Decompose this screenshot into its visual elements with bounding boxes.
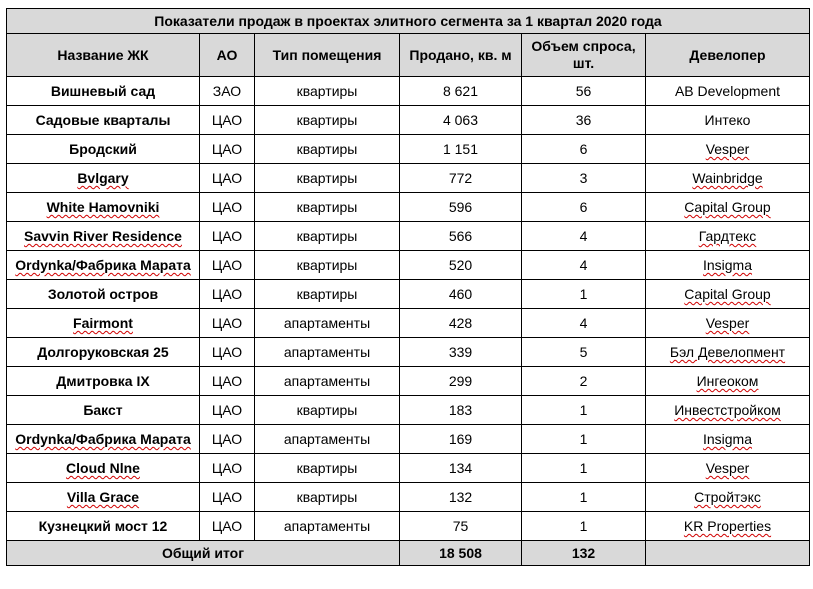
table-row [7, 77, 810, 106]
cell-demand-volume [522, 193, 646, 222]
cell-developer [646, 309, 810, 338]
cell-project-name-text: Ordynka/Фабрика Марата [15, 431, 191, 447]
cell-project-name-text: Садовые кварталы [35, 112, 171, 128]
cell-project-name [7, 367, 200, 396]
cell-premises-type [255, 425, 400, 454]
cell-district [200, 367, 255, 396]
cell-sold-area-text: 566 [448, 228, 473, 244]
cell-demand-volume [522, 309, 646, 338]
header-sold-area: Продано, кв. м [400, 34, 522, 77]
cell-developer-text: Wainbridge [692, 170, 763, 186]
cell-premises-type [255, 512, 400, 541]
cell-demand-volume [522, 512, 646, 541]
cell-sold-area [400, 454, 522, 483]
cell-demand-volume-text: 1 [579, 489, 588, 505]
cell-project-name [7, 106, 200, 135]
cell-premises-type-text: квартиры [296, 402, 358, 418]
cell-sold-area [400, 251, 522, 280]
table-row [7, 483, 810, 512]
cell-sold-area-text: 1 151 [442, 141, 479, 157]
total-row [7, 541, 810, 566]
cell-developer-text: Vesper [705, 141, 750, 157]
table-row [7, 135, 810, 164]
cell-district-text: ЦАО [211, 518, 243, 534]
cell-developer [646, 135, 810, 164]
cell-premises-type [255, 222, 400, 251]
table-row [7, 454, 810, 483]
table-body [7, 77, 810, 541]
cell-project-name [7, 251, 200, 280]
cell-developer [646, 483, 810, 512]
cell-demand-volume-text: 1 [579, 286, 588, 302]
cell-demand-volume-text: 2 [579, 373, 588, 389]
cell-district-text: ЗАО [212, 83, 242, 99]
cell-developer [646, 454, 810, 483]
cell-district [200, 222, 255, 251]
cell-project-name [7, 425, 200, 454]
total-sold: 18 508 [400, 541, 522, 566]
cell-premises-type [255, 280, 400, 309]
cell-premises-type [255, 483, 400, 512]
cell-district-text: ЦАО [211, 431, 243, 447]
header-demand-volume: Объем спроса, шт. [522, 34, 646, 77]
cell-premises-type [255, 309, 400, 338]
cell-sold-area-text: 132 [448, 489, 473, 505]
cell-premises-type-text: апартаменты [283, 431, 371, 447]
table-title-row [7, 9, 810, 34]
cell-sold-area-text: 428 [448, 315, 473, 331]
cell-demand-volume [522, 338, 646, 367]
cell-premises-type [255, 454, 400, 483]
cell-premises-type-text: квартиры [296, 199, 358, 215]
cell-premises-type-text: квартиры [296, 112, 358, 128]
header-premises-type: Тип помещения [255, 34, 400, 77]
cell-developer [646, 367, 810, 396]
cell-premises-type [255, 164, 400, 193]
cell-sold-area [400, 280, 522, 309]
cell-developer-text: Capital Group [684, 199, 771, 215]
cell-project-name-text: Вишневый сад [50, 83, 156, 99]
cell-developer-text: Гардтекс [698, 228, 757, 244]
cell-project-name-text: White Hamovniki [46, 199, 160, 215]
cell-sold-area [400, 77, 522, 106]
cell-demand-volume-text: 4 [579, 315, 588, 331]
cell-developer-text: AB Development [674, 83, 781, 99]
cell-developer-text: Инвестстройком [674, 402, 781, 418]
cell-sold-area [400, 483, 522, 512]
cell-project-name-text: Золотой остров [47, 286, 159, 302]
cell-project-name-text: Кузнецкий мост 12 [38, 518, 168, 534]
cell-demand-volume [522, 454, 646, 483]
cell-developer-text: Insigma [702, 257, 753, 273]
cell-district [200, 280, 255, 309]
cell-district-text: ЦАО [211, 315, 243, 331]
cell-district [200, 193, 255, 222]
cell-demand-volume-text: 5 [579, 344, 588, 360]
total-demand: 132 [522, 541, 646, 566]
cell-premises-type-text: квартиры [296, 257, 358, 273]
cell-district [200, 483, 255, 512]
cell-project-name-text: Бакст [83, 402, 123, 418]
cell-developer-text: Интеко [704, 112, 751, 128]
cell-sold-area-text: 183 [448, 402, 473, 418]
cell-sold-area [400, 425, 522, 454]
cell-premises-type [255, 135, 400, 164]
cell-project-name [7, 193, 200, 222]
sales-table [6, 8, 810, 566]
cell-project-name-text: Cloud Nlne [66, 460, 140, 476]
table-row [7, 106, 810, 135]
table-row [7, 193, 810, 222]
table-row [7, 512, 810, 541]
cell-project-name-text: Villa Grace [66, 489, 140, 505]
cell-sold-area-text: 4 063 [442, 112, 479, 128]
cell-premises-type-text: квартиры [296, 170, 358, 186]
cell-district-text: ЦАО [211, 199, 243, 215]
cell-project-name-text: Fairmont [73, 315, 133, 331]
cell-sold-area-text: 520 [448, 257, 473, 273]
cell-district [200, 135, 255, 164]
cell-demand-volume [522, 280, 646, 309]
cell-demand-volume [522, 222, 646, 251]
cell-district [200, 106, 255, 135]
cell-developer-text: Бэл Девелопмент [669, 344, 786, 360]
table-row [7, 164, 810, 193]
cell-project-name [7, 135, 200, 164]
cell-developer-text: KR Properties [683, 518, 772, 534]
cell-developer [646, 77, 810, 106]
cell-project-name-text: Ordynka/Фабрика Марата [15, 257, 191, 273]
cell-demand-volume-text: 1 [579, 518, 588, 534]
cell-project-name [7, 164, 200, 193]
table-row [7, 251, 810, 280]
cell-premises-type-text: квартиры [296, 460, 358, 476]
cell-demand-volume-text: 1 [579, 431, 588, 447]
total-empty-cell [646, 541, 810, 566]
header-developer: Девелопер [646, 34, 810, 77]
cell-project-name [7, 222, 200, 251]
cell-sold-area [400, 164, 522, 193]
cell-premises-type-text: квартиры [296, 489, 358, 505]
cell-district [200, 309, 255, 338]
cell-premises-type [255, 77, 400, 106]
cell-project-name-text: Savvin River Residence [24, 228, 182, 244]
cell-district-text: ЦАО [211, 489, 243, 505]
cell-demand-volume [522, 251, 646, 280]
cell-sold-area-text: 596 [448, 199, 473, 215]
cell-district [200, 512, 255, 541]
cell-project-name-text: Бродский [69, 141, 137, 157]
cell-developer [646, 106, 810, 135]
cell-district-text: ЦАО [211, 257, 243, 273]
cell-project-name-text: Дмитровка IX [56, 373, 150, 389]
cell-developer [646, 338, 810, 367]
cell-sold-area [400, 193, 522, 222]
cell-developer [646, 193, 810, 222]
cell-developer-text: Стройтэкс [694, 489, 761, 505]
table-row [7, 280, 810, 309]
cell-sold-area [400, 309, 522, 338]
cell-developer [646, 396, 810, 425]
cell-demand-volume-text: 36 [575, 112, 592, 128]
cell-district [200, 454, 255, 483]
cell-project-name-text: Долгоруковская 25 [37, 344, 169, 360]
cell-demand-volume [522, 425, 646, 454]
cell-demand-volume-text: 3 [579, 170, 588, 186]
cell-premises-type [255, 193, 400, 222]
table-row [7, 425, 810, 454]
cell-project-name [7, 396, 200, 425]
cell-district-text: ЦАО [211, 112, 243, 128]
cell-sold-area-text: 134 [448, 460, 473, 476]
table-row [7, 222, 810, 251]
cell-premises-type-text: квартиры [296, 286, 358, 302]
cell-premises-type-text: квартиры [296, 141, 358, 157]
cell-developer [646, 164, 810, 193]
cell-sold-area-text: 8 621 [442, 83, 479, 99]
table-row [7, 367, 810, 396]
cell-demand-volume [522, 483, 646, 512]
cell-sold-area-text: 339 [448, 344, 473, 360]
cell-sold-area-text: 169 [448, 431, 473, 447]
table-row [7, 309, 810, 338]
cell-demand-volume-text: 6 [579, 199, 588, 215]
cell-premises-type-text: квартиры [296, 83, 358, 99]
cell-district [200, 425, 255, 454]
cell-district [200, 338, 255, 367]
cell-district-text: ЦАО [211, 286, 243, 302]
cell-developer [646, 222, 810, 251]
table-row [7, 396, 810, 425]
cell-project-name [7, 77, 200, 106]
cell-sold-area [400, 396, 522, 425]
cell-district [200, 77, 255, 106]
cell-sold-area [400, 135, 522, 164]
cell-district-text: ЦАО [211, 460, 243, 476]
header-district: АО [200, 34, 255, 77]
cell-project-name-text: Bvlgary [77, 170, 129, 186]
cell-developer [646, 425, 810, 454]
cell-premises-type [255, 338, 400, 367]
cell-premises-type [255, 396, 400, 425]
header-project-name: Название ЖК [7, 34, 200, 77]
cell-developer-text: Vesper [705, 315, 750, 331]
cell-sold-area [400, 222, 522, 251]
cell-district-text: ЦАО [211, 141, 243, 157]
cell-premises-type [255, 106, 400, 135]
cell-developer-text: Insigma [702, 431, 753, 447]
total-label: Общий итог [7, 541, 400, 566]
cell-premises-type-text: апартаменты [283, 344, 371, 360]
cell-demand-volume-text: 1 [579, 460, 588, 476]
cell-sold-area-text: 772 [448, 170, 473, 186]
cell-project-name [7, 454, 200, 483]
cell-district-text: ЦАО [211, 344, 243, 360]
cell-sold-area-text: 460 [448, 286, 473, 302]
cell-premises-type [255, 367, 400, 396]
cell-demand-volume [522, 396, 646, 425]
cell-premises-type-text: квартиры [296, 228, 358, 244]
cell-sold-area [400, 367, 522, 396]
cell-developer-text: Ингеоком [696, 373, 759, 389]
cell-developer [646, 251, 810, 280]
cell-district-text: ЦАО [211, 170, 243, 186]
cell-district-text: ЦАО [211, 373, 243, 389]
cell-demand-volume-text: 4 [579, 257, 588, 273]
cell-demand-volume-text: 56 [575, 83, 592, 99]
cell-district [200, 251, 255, 280]
cell-premises-type-text: апартаменты [283, 373, 371, 389]
cell-district [200, 164, 255, 193]
cell-project-name [7, 280, 200, 309]
cell-premises-type-text: апартаменты [283, 518, 371, 534]
cell-demand-volume [522, 135, 646, 164]
cell-district [200, 396, 255, 425]
cell-demand-volume-text: 4 [579, 228, 588, 244]
cell-project-name [7, 512, 200, 541]
cell-sold-area-text: 299 [448, 373, 473, 389]
cell-sold-area [400, 512, 522, 541]
table-row [7, 338, 810, 367]
table-title: Показатели продаж в проектах элитного сегмента за 1 квартал 2020 года [7, 9, 810, 34]
cell-sold-area-text: 75 [452, 518, 469, 534]
cell-sold-area [400, 106, 522, 135]
cell-premises-type [255, 251, 400, 280]
cell-sold-area [400, 338, 522, 367]
cell-project-name [7, 309, 200, 338]
cell-developer-text: Vesper [705, 460, 750, 476]
cell-demand-volume [522, 367, 646, 396]
cell-developer [646, 512, 810, 541]
cell-district-text: ЦАО [211, 402, 243, 418]
cell-developer [646, 280, 810, 309]
cell-demand-volume [522, 164, 646, 193]
table-header-row [7, 34, 810, 77]
cell-demand-volume-text: 1 [579, 402, 588, 418]
cell-premises-type-text: апартаменты [283, 315, 371, 331]
cell-demand-volume [522, 77, 646, 106]
cell-project-name [7, 338, 200, 367]
cell-demand-volume [522, 106, 646, 135]
cell-project-name [7, 483, 200, 512]
cell-developer-text: Capital Group [684, 286, 771, 302]
cell-demand-volume-text: 6 [579, 141, 588, 157]
cell-district-text: ЦАО [211, 228, 243, 244]
